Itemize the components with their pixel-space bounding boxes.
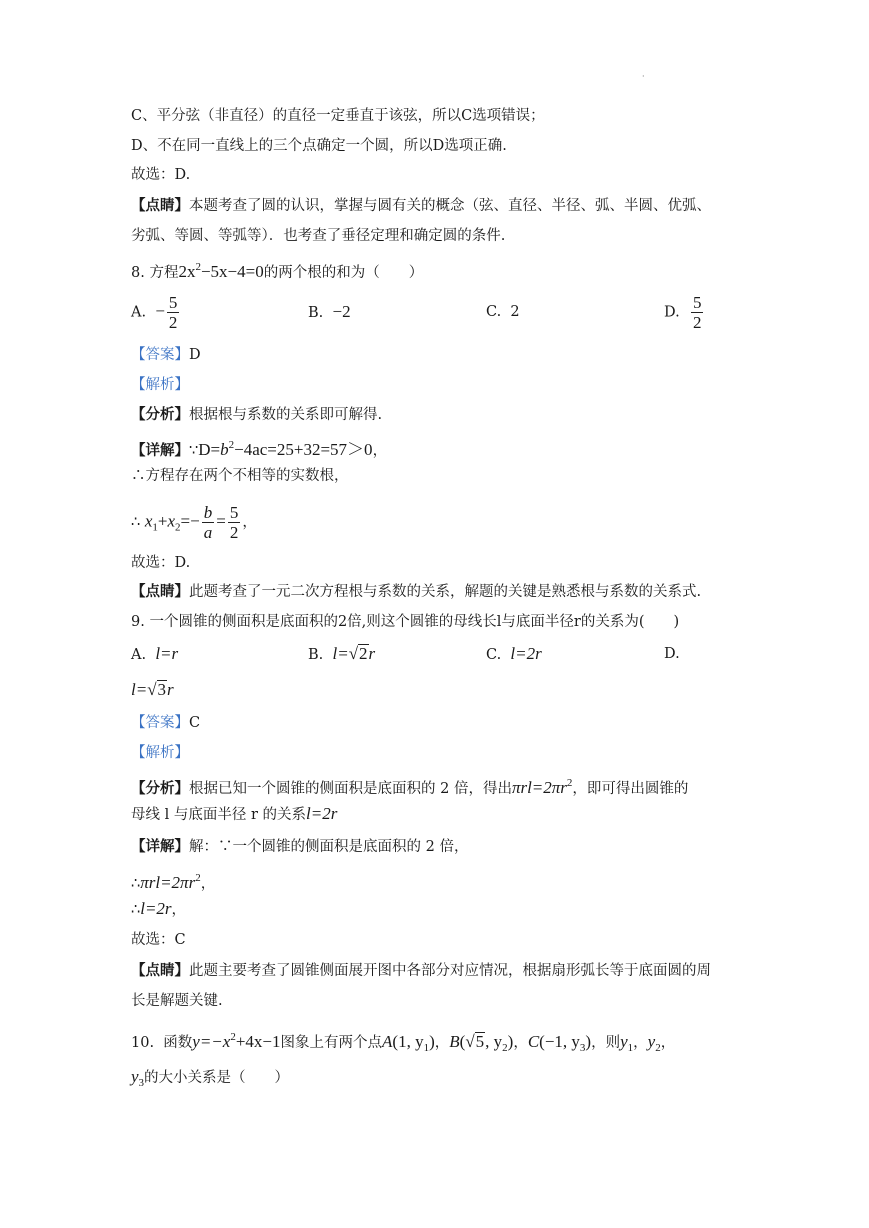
plus: + xyxy=(157,511,168,531)
question-number: 8. xyxy=(131,265,145,281)
q9-option-a xyxy=(131,644,178,665)
because-symbol: ∵ xyxy=(189,443,199,459)
q8-comment xyxy=(131,582,701,602)
equation: πrl=2πr xyxy=(140,873,196,892)
point-a: A xyxy=(382,1032,393,1051)
radicand: 2 xyxy=(359,644,368,663)
fraction xyxy=(167,293,180,332)
numerator: 5 xyxy=(229,503,239,522)
q8-answer xyxy=(131,345,201,365)
var-b: b xyxy=(220,440,229,459)
option-label: C. xyxy=(486,647,502,663)
analysis-tag: 【分析】 xyxy=(131,780,189,797)
detail-tag: 【详解】 xyxy=(131,442,189,459)
analysis-text: 母线 l 与底面半径 r 的关系 xyxy=(131,807,307,823)
q8-jiexi: 【解析】 xyxy=(131,377,189,393)
comment-tag: 【点睛】 xyxy=(131,583,189,600)
stem-text: 的两个根的和为（ ） xyxy=(263,265,424,281)
punct: ， xyxy=(660,1035,676,1051)
option-label: A. xyxy=(131,647,147,663)
punct: ， xyxy=(633,1035,648,1051)
subscript: 1 xyxy=(627,1042,634,1054)
option-value: l=2r xyxy=(510,644,542,663)
answer-value: C xyxy=(189,715,201,731)
equation-part: 2x xyxy=(178,262,196,281)
subscript: 2 xyxy=(655,1042,661,1054)
q9-comment-line2: 长是解题关键. xyxy=(131,993,223,1009)
therefore-symbol: ∴ xyxy=(131,876,141,892)
q9-answer xyxy=(131,713,200,733)
analysis-text: 根据根与系数的关系即可解得. xyxy=(189,407,383,423)
point-coords: (1, y xyxy=(392,1032,424,1051)
answer-tag: 【答案】 xyxy=(131,715,189,731)
option-value: −2 xyxy=(332,302,351,321)
option-label: C. xyxy=(486,304,502,320)
q8-stem xyxy=(131,257,423,283)
var-x: x xyxy=(144,511,153,531)
q10-stem-line2 xyxy=(131,1067,289,1093)
sign: − xyxy=(155,301,165,321)
punct: ， xyxy=(434,1035,450,1051)
fraction xyxy=(228,503,241,542)
text-line-c: C、平分弦（非直径）的直径一定垂直于该弦，所以C选项错误； xyxy=(131,108,545,124)
option-value: l=r xyxy=(155,644,179,663)
text-line-d: D、不在同一直线上的三个点确定一个圆，所以D选项正确. xyxy=(131,138,507,154)
subscript: 1 xyxy=(152,521,158,534)
q8-option-b xyxy=(308,302,351,323)
q9-conclusion: 故选：C xyxy=(131,932,186,948)
q9-analysis-line1 xyxy=(131,773,688,799)
option-value: r xyxy=(368,644,376,663)
var-y: y xyxy=(620,1032,628,1051)
comment-text: 此题主要考查了圆锥侧面展开图中各部分对应情况，根据扇形弧长等于底面圆的周 xyxy=(189,963,711,979)
option-value: 2 xyxy=(510,304,520,320)
q8-option-d xyxy=(664,293,705,332)
q7-comment-line1 xyxy=(131,196,711,216)
q9-jiexi: 【解析】 xyxy=(131,745,189,761)
page-mark: · xyxy=(642,72,645,81)
function: y=−x xyxy=(192,1032,231,1051)
comment-tag: 【点睛】 xyxy=(131,962,189,979)
q10-stem-line1: 10. 函数$y=-x^2+4x-1$图象上有两个点A(1, $y_1$)，B(√5, $y_2$)，C(−1, $y_3$)，则$y_1$，$y_2$， xyxy=(131,1031,676,1054)
q9-option-d: l=√3r xyxy=(131,680,174,699)
equation: πrl=2πr xyxy=(511,778,567,797)
equation: l=2r xyxy=(306,804,338,823)
var-y: y xyxy=(647,1032,656,1051)
point-coords: , y xyxy=(485,1032,503,1051)
paren: ) xyxy=(507,1032,514,1051)
point-b: B xyxy=(449,1032,460,1051)
therefore-symbol: ∴ xyxy=(131,514,141,531)
stem-text: 图象上有两个点 xyxy=(280,1035,383,1051)
subscript: 1 xyxy=(423,1042,430,1054)
q7-conclusion: 故选：D. xyxy=(131,167,191,183)
q9-option-d-label: D. xyxy=(664,646,680,662)
question-number: 10. xyxy=(131,1035,155,1051)
comment-text: 此题考查了一元二次方程根与系数的关系，解题的关键是熟悉根与系数的关系式. xyxy=(189,584,702,600)
subscript: 2 xyxy=(175,521,181,534)
denominator: a xyxy=(203,523,213,542)
exponent: 2 xyxy=(195,261,201,273)
q9-analysis-line2 xyxy=(131,804,337,825)
stem-text: ，则 xyxy=(591,1035,621,1051)
stem-text: 的大小关系是（ ） xyxy=(144,1070,290,1086)
q8-therefore-1: ∴方程存在两个不相等的实数根， xyxy=(131,468,349,484)
q9-option-b: B. l=√2r xyxy=(308,644,376,663)
q9-step-1 xyxy=(131,868,215,894)
exponent: 2 xyxy=(228,439,235,451)
subscript: 3 xyxy=(579,1042,586,1054)
numerator: 5 xyxy=(168,293,178,312)
denominator: 2 xyxy=(168,313,178,332)
answer-tag: 【答案】 xyxy=(131,347,189,363)
comment-tag: 【点睛】 xyxy=(131,197,189,214)
var-y: y xyxy=(131,1067,139,1086)
therefore-symbol: ∴ xyxy=(131,902,141,918)
exponent: 2 xyxy=(230,1031,236,1043)
q7-comment-line2: 劣弧、等圆、等弧等）．也考查了垂径定理和确定圆的条件. xyxy=(131,228,506,244)
answer-value: D xyxy=(189,347,201,363)
exponent: 2 xyxy=(195,872,201,884)
equation-part: =− xyxy=(180,511,200,531)
punct: ， xyxy=(200,876,216,892)
paren: ) xyxy=(429,1032,435,1051)
q8-therefore-2 xyxy=(131,503,257,542)
equation: l=2r xyxy=(140,899,172,918)
subscript: 2 xyxy=(502,1042,508,1054)
q9-option-c xyxy=(486,644,542,665)
punct: ， xyxy=(242,514,257,531)
delta: D xyxy=(198,440,211,459)
exponent: 2 xyxy=(566,777,573,789)
denominator: 2 xyxy=(692,313,702,332)
q8-option-c xyxy=(486,302,520,322)
option-value: l= xyxy=(131,680,148,699)
point-c: C xyxy=(527,1032,540,1051)
analysis-text: 根据已知一个圆锥的侧面积是底面积的 2 倍，得出 xyxy=(189,781,512,797)
q8-analysis xyxy=(131,405,382,425)
stem-text: 方程 xyxy=(149,265,179,281)
denominator: 2 xyxy=(229,523,239,542)
var-x: x xyxy=(167,511,176,531)
numerator: 5 xyxy=(692,293,702,312)
radicand: 3 xyxy=(157,680,167,699)
option-label: B. xyxy=(308,305,324,321)
point-coords: (−1, y xyxy=(539,1032,580,1051)
q8-conclusion: 故选：D. xyxy=(131,555,191,571)
paren: ) xyxy=(585,1032,592,1051)
radicand: 5 xyxy=(475,1032,485,1051)
function: +4x−1 xyxy=(235,1032,281,1051)
analysis-text: ，即可得出圆锥的 xyxy=(572,781,689,797)
q8-detail xyxy=(131,435,387,461)
equals: = xyxy=(216,511,226,531)
option-value: l= xyxy=(332,644,349,663)
q9-comment-line1 xyxy=(131,961,711,981)
detail-tag: 【详解】 xyxy=(131,838,189,855)
option-label: A. xyxy=(131,304,147,321)
analysis-tag: 【分析】 xyxy=(131,406,189,423)
option-value: r xyxy=(167,680,174,699)
fraction xyxy=(202,503,215,542)
punct: ， xyxy=(513,1035,528,1051)
equals: = xyxy=(210,440,221,459)
q9-detail xyxy=(131,837,468,857)
q9-stem: 9. 一个圆锥的侧面积是底面积的2倍,则这个圆锥的母线长l与底面半径r的关系为( ) xyxy=(131,614,680,630)
detail-text: 解：∵一个圆锥的侧面积是底面积的 2 倍， xyxy=(189,839,469,855)
option-label: D. xyxy=(664,304,680,321)
subscript: 3 xyxy=(138,1077,145,1089)
punct: ， xyxy=(171,902,187,918)
equation-part: −4ac=25+32=57＞0 xyxy=(234,440,373,459)
equation-part: −5x−4=0 xyxy=(200,262,264,281)
option-label: B. xyxy=(308,647,324,663)
comment-text: 本题考查了圆的认识，掌握与圆有关的概念（弦、直径、半径、弧、半圆、优弧、 xyxy=(189,198,711,214)
fraction xyxy=(691,293,704,332)
stem-text: 函数 xyxy=(163,1035,193,1051)
paren: ( xyxy=(459,1032,466,1051)
numerator: b xyxy=(203,503,213,522)
q9-step-2 xyxy=(131,899,186,920)
q8-option-a xyxy=(131,293,181,332)
punct: ， xyxy=(372,443,388,459)
